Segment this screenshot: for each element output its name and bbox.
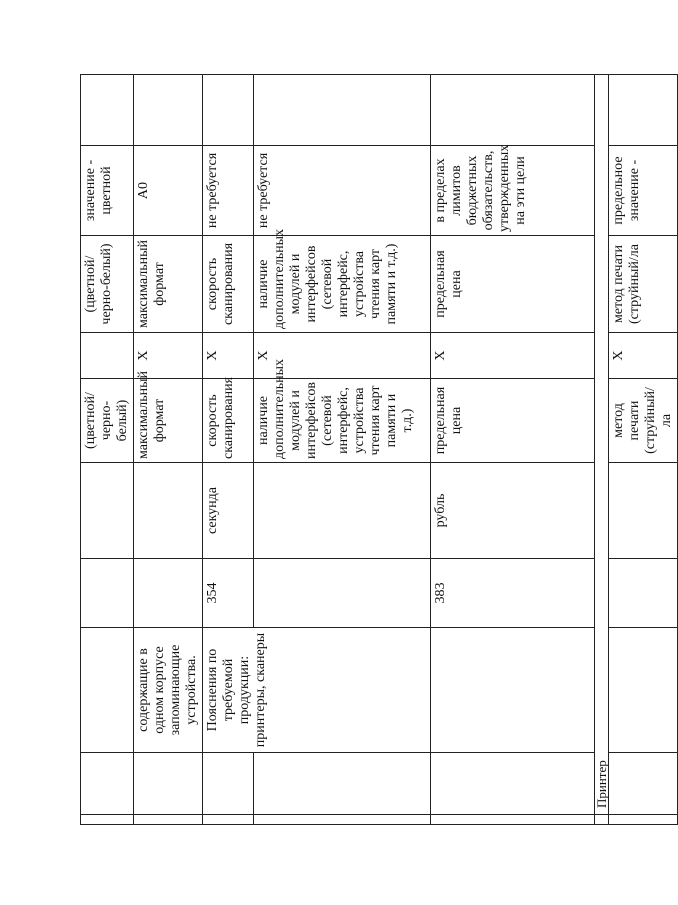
cell: [81, 75, 134, 146]
char-type-cell-2: (цветной/черно-белый): [81, 236, 134, 333]
rotated-page: [80, 75, 674, 825]
cell: [203, 815, 254, 825]
code-cell: 383: [431, 559, 595, 628]
cell: [81, 628, 134, 753]
mark-cell: X: [134, 333, 203, 379]
description-cell: содержащие в одном корпусе запоминающие устройства.: [134, 628, 203, 753]
cell: [254, 559, 431, 628]
cell: [254, 815, 431, 825]
cell: [609, 559, 678, 628]
table-row: [81, 75, 134, 825]
cell: [609, 463, 678, 559]
mark-cell: X: [609, 333, 678, 379]
value-cell: значение - цветной: [81, 146, 134, 236]
characteristic-cell-2: максимальный формат: [134, 236, 203, 333]
mark-cell: X: [431, 333, 595, 379]
mark-cell: X: [203, 333, 254, 379]
characteristic-cell: максимальный формат: [134, 379, 203, 463]
code-cell: 354: [203, 559, 254, 628]
cell: [134, 559, 203, 628]
unit-cell: секунда: [203, 463, 254, 559]
cell: [81, 463, 134, 559]
cell: [134, 815, 203, 825]
characteristic-cell: скорость сканирования: [203, 379, 254, 463]
value-cell: A0: [134, 146, 203, 236]
value-cell: в пределах лимитов бюджетных обязательств, утвержденных на эти цели: [431, 146, 595, 236]
cell: [134, 753, 203, 815]
characteristic-cell-2: скорость сканирования: [203, 236, 254, 333]
cell: [254, 463, 431, 559]
table-row: [595, 75, 609, 825]
characteristic-cell: наличие дополнительных модулей и интерфейсов (сетевой интерфейс, устройства чтения карт памяти и т.д.): [254, 379, 431, 463]
cell: [609, 75, 678, 146]
cell: [81, 333, 134, 379]
value-cell: предельное значение -: [609, 146, 678, 236]
mark-cell: X: [254, 333, 431, 379]
cell: [609, 628, 678, 753]
cell: [254, 75, 431, 146]
cell: [134, 75, 203, 146]
cell: [81, 815, 134, 825]
table-row: [431, 75, 595, 825]
cell: [81, 753, 134, 815]
characteristic-cell-2: предельная цена: [431, 236, 595, 333]
cell: [609, 753, 678, 815]
cell: [431, 815, 595, 825]
cell: [595, 815, 609, 825]
cell: [609, 815, 678, 825]
cell: [81, 559, 134, 628]
char-type-cell: (цветной/черно-белый): [81, 379, 134, 463]
cell: [431, 628, 595, 753]
characteristic-cell-2: метод печати (струйный/ла: [609, 236, 678, 333]
table-row: [609, 75, 678, 825]
value-cell: не требуется: [203, 146, 254, 236]
characteristic-cell: предельная цена: [431, 379, 595, 463]
value-cell: не требуется: [254, 146, 431, 236]
cell: [203, 75, 254, 146]
characteristic-cell-2: наличие дополнительных модулей и интерфейсов (сетевой интерфейс, устройства чтения карт памяти и т.д.): [254, 236, 431, 333]
characteristic-cell: метод печати (струйный/ла: [609, 379, 678, 463]
cell: [254, 753, 431, 815]
table-row: [203, 75, 254, 825]
cell: [431, 75, 595, 146]
requirements-table: [80, 74, 678, 825]
cell: [431, 753, 595, 815]
cell: [134, 463, 203, 559]
section-printer-title: Принтер: [595, 75, 609, 815]
description-cell: Пояснения по требуемой продукции: принтеры, сканеры: [203, 628, 431, 753]
cell: [203, 753, 254, 815]
unit-cell: рубль: [431, 463, 595, 559]
table-row: [134, 75, 203, 825]
